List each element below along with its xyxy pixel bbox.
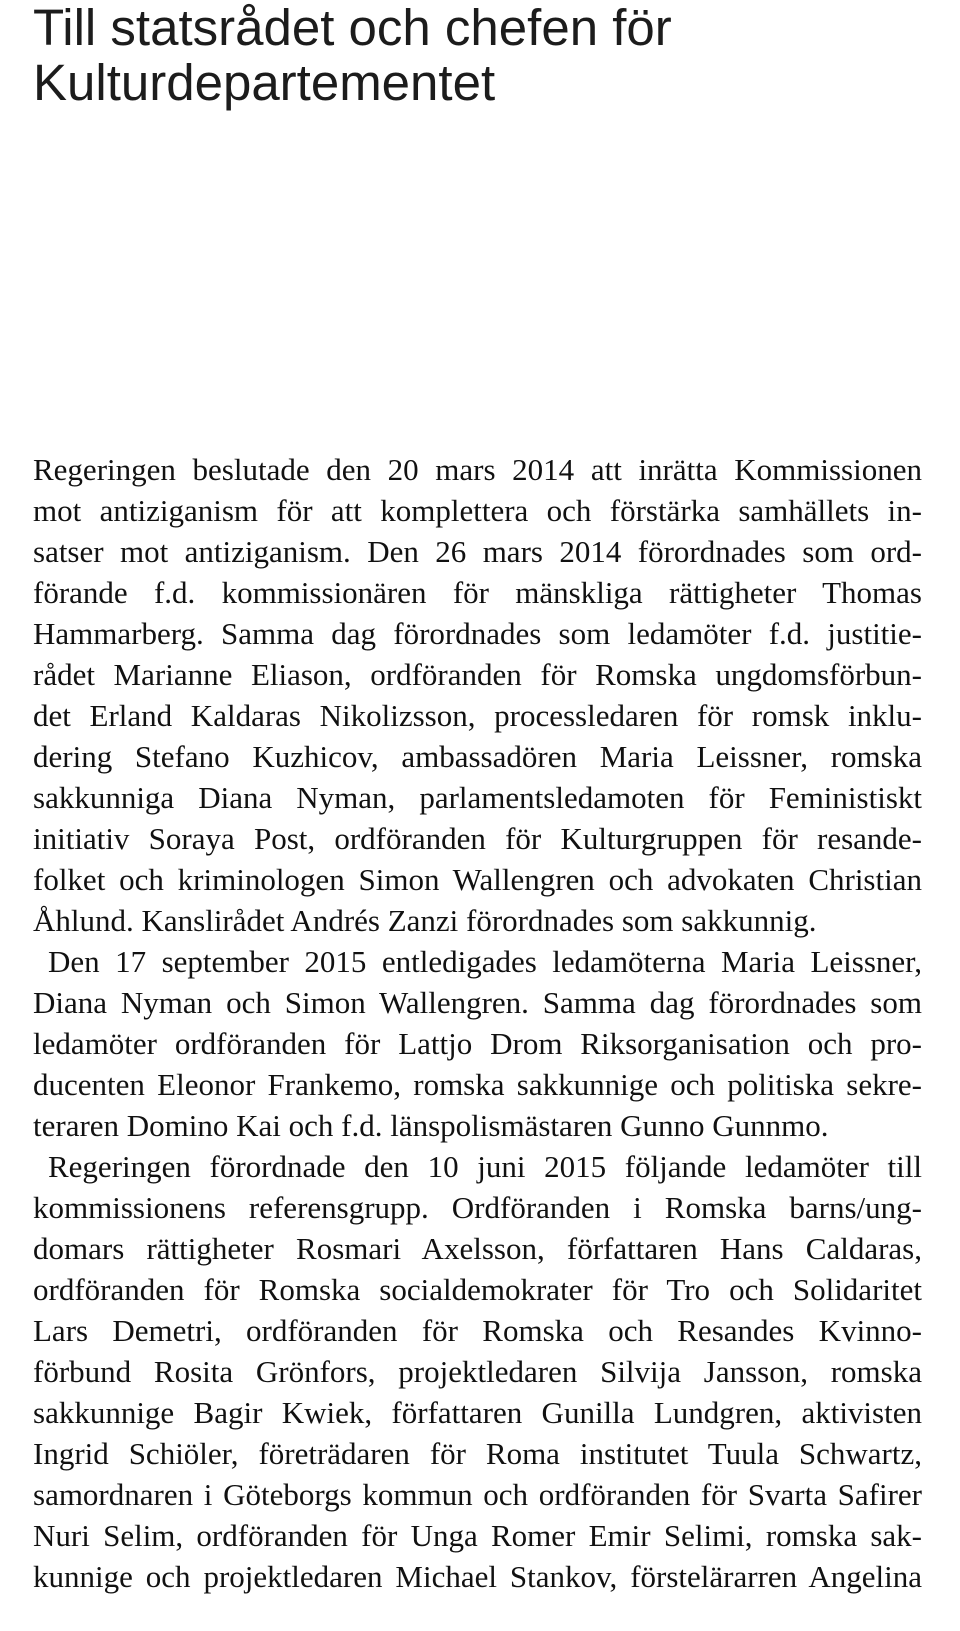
- body-line: initiativ Soraya Post, ordföranden för Kulturgruppen för resande-: [33, 821, 922, 856]
- body-line: Den 17 september 2015 entledigades ledamöterna Maria Leissner,: [48, 944, 922, 979]
- title-line: Kulturdepartementet: [33, 54, 496, 111]
- body-line: teraren Domino Kai och f.d. länspolismästaren Gunno Gunnmo.: [33, 1108, 829, 1143]
- body-line: satser mot antiziganism. Den 26 mars 2014 förordnades som ord-: [33, 534, 922, 569]
- body-line: det Erland Kaldaras Nikolizsson, processledaren för romsk inklu-: [33, 698, 922, 733]
- page-title: [33, 0, 933, 110]
- body-line: mot antiziganism för att komplettera och förstärka samhällets in-: [33, 493, 922, 528]
- body-line: Diana Nyman och Simon Wallengren. Samma dag förordnades som: [33, 985, 922, 1020]
- body-line: ducenten Eleonor Frankemo, romska sakkunnige och politiska sekre-: [33, 1067, 922, 1102]
- body-line: förande f.d. kommissionären för mänskliga rättigheter Thomas: [33, 575, 922, 610]
- body-line: Regeringen förordnade den 10 juni 2015 följande ledamöter till: [48, 1149, 922, 1184]
- body-line: Ingrid Schiöler, företrädaren för Roma institutet Tuula Schwartz,: [33, 1436, 922, 1471]
- body-line: dering Stefano Kuzhicov, ambassadören Maria Leissner, romska: [33, 739, 922, 774]
- title-line: Till statsrådet och chefen för: [33, 0, 672, 56]
- body-line: Nuri Selim, ordföranden för Unga Romer Emir Selimi, romska sak-: [33, 1518, 922, 1553]
- body-line: Regeringen beslutade den 20 mars 2014 att inrätta Kommissionen: [33, 452, 922, 487]
- paragraph: [33, 449, 922, 941]
- body-line: ordföranden för Romska socialdemokrater för Tro och Solidaritet: [33, 1272, 922, 1307]
- body-line: förbund Rosita Grönfors, projektledaren Silvija Jansson, romska: [33, 1354, 922, 1389]
- body-line: sakkunnige Bagir Kwiek, författaren Gunilla Lundgren, aktivisten: [33, 1395, 922, 1430]
- body-line: Hammarberg. Samma dag förordnades som ledamöter f.d. justitie-: [33, 616, 922, 651]
- paragraph: [33, 1146, 922, 1597]
- body-text: [33, 449, 922, 1597]
- body-line: samordnaren i Göteborgs kommun och ordföranden för Svarta Safirer: [33, 1477, 922, 1512]
- body-line: sakkunniga Diana Nyman, parlamentsledamoten för Feministiskt: [33, 780, 922, 815]
- body-line: kunnige och projektledaren Michael Stankov, förstelärarren Angelina: [33, 1559, 922, 1594]
- body-line: Lars Demetri, ordföranden för Romska och Resandes Kvinno-: [33, 1313, 922, 1348]
- body-line: domars rättigheter Rosmari Axelsson, författaren Hans Caldaras,: [33, 1231, 922, 1266]
- body-line: Åhlund. Kanslirådet Andrés Zanzi förordnades som sakkunnig.: [33, 903, 817, 938]
- paragraph: [33, 941, 922, 1146]
- body-line: rådet Marianne Eliason, ordföranden för Romska ungdomsförbun-: [33, 657, 922, 692]
- body-line: kommissionens referensgrupp. Ordföranden i Romska barns/ung-: [33, 1190, 922, 1225]
- body-line: ledamöter ordföranden för Lattjo Drom Riksorganisation och pro-: [33, 1026, 922, 1061]
- body-line: folket och kriminologen Simon Wallengren och advokaten Christian: [33, 862, 922, 897]
